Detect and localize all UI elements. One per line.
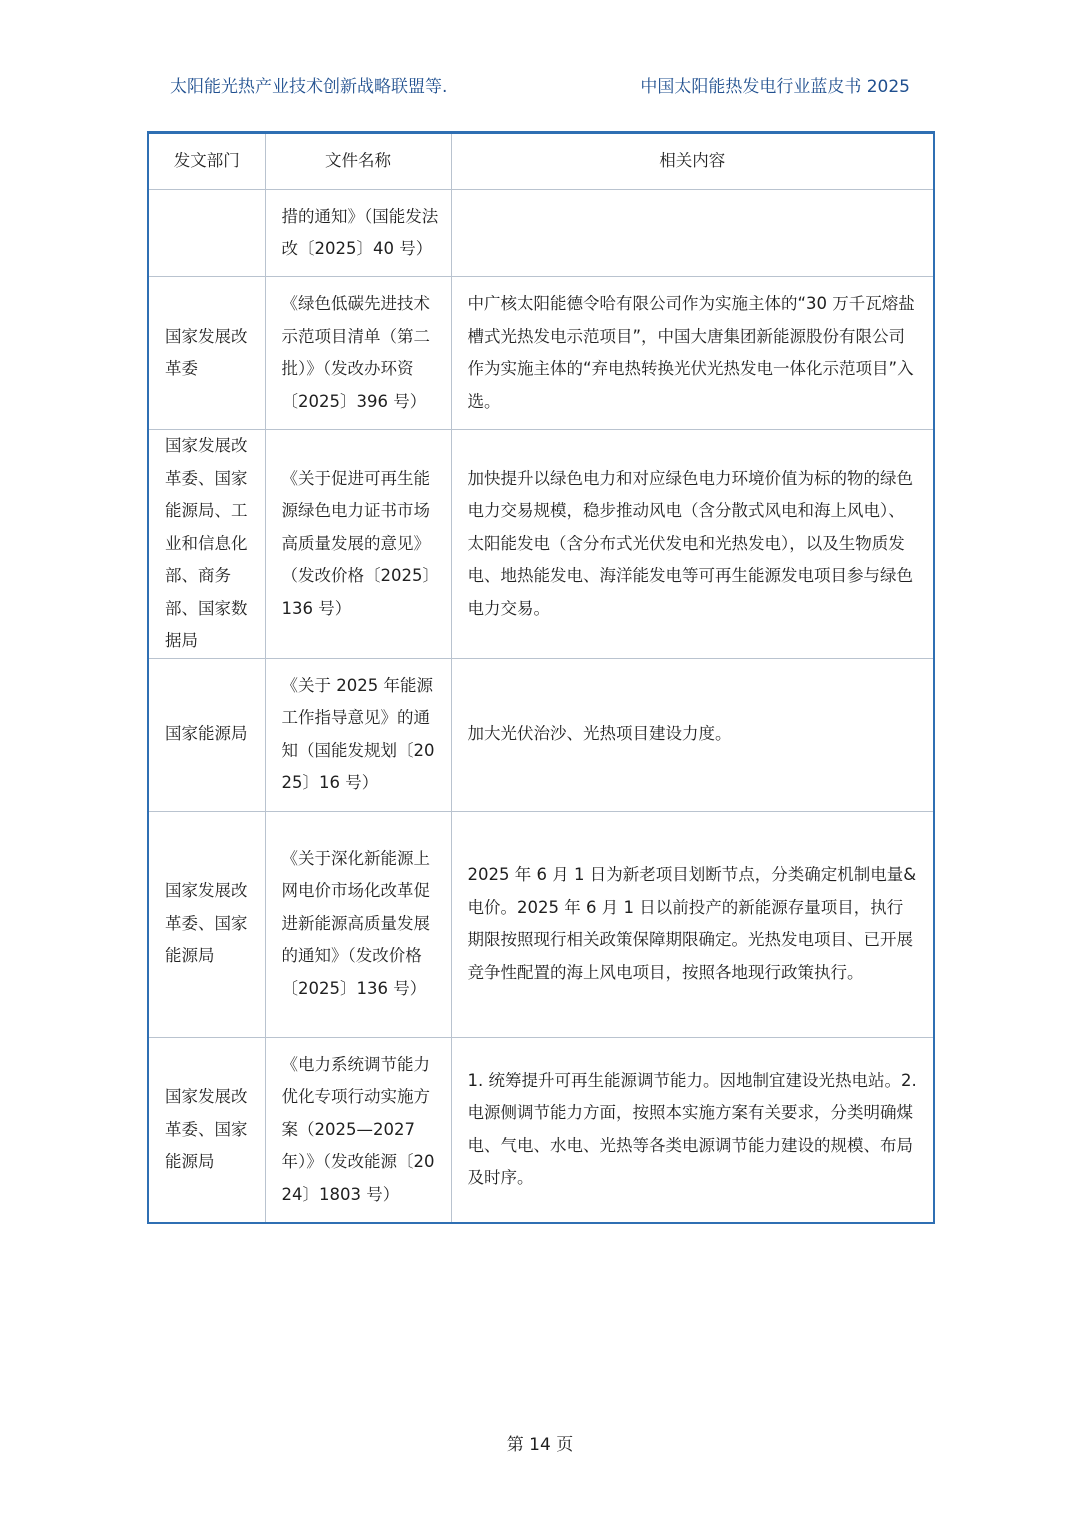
table-row	[148, 430, 934, 659]
cell-dept: 国家发展改革委、国家能源局	[148, 811, 265, 1037]
cell-dept: 国家发展改革委、国家能源局	[148, 1037, 265, 1223]
cell-name: 措的通知》（国能发法改〔2025〕40 号）	[265, 190, 451, 277]
cell-content	[451, 190, 934, 277]
table-header-row	[148, 133, 934, 190]
cell-name: 《关于促进可再生能源绿色电力证书市场高质量发展的意见》（发改价格〔2025〕136 号）	[265, 430, 451, 659]
header-right-text: 中国太阳能热发电行业蓝皮书 2025	[640, 76, 910, 97]
cell-content: 2025 年 6 月 1 日为新老项目划断节点，分类确定机制电量&电价。2025 年 6 月 1 日以前投产的新能源存量项目，执行期限按照现行相关政策保障期限确定。光热发电项目、已开展竞争性配置的海上风电项目，按照各地现行政策执行。	[451, 811, 934, 1037]
cell-content: 1. 统筹提升可再生能源调节能力。因地制宜建设光热电站。2. 电源侧调节能力方面，按照本实施方案有关要求，分类明确煤电、气电、水电、光热等各类电源调节能力建设的规模、布局及时序。	[451, 1037, 934, 1223]
column-header-content: 相关内容	[451, 133, 934, 190]
cell-dept: 国家发展改革委	[148, 277, 265, 430]
column-header-dept: 发文部门	[148, 133, 265, 190]
table-row	[148, 190, 934, 277]
cell-name: 《关于 2025 年能源工作指导意见》的通知（国能发规划〔2025〕16 号）	[265, 658, 451, 811]
cell-name: 《关于深化新能源上网电价市场化改革促进新能源高质量发展的通知》（发改价格〔2025〕136 号）	[265, 811, 451, 1037]
page-header	[170, 70, 910, 98]
cell-content: 加大光伏治沙、光热项目建设力度。	[451, 658, 934, 811]
cell-content: 中广核太阳能德令哈有限公司作为实施主体的“30 万千瓦熔盐槽式光热发电示范项目”，中国大唐集团新能源股份有限公司作为实施主体的“弃电热转换光伏光热发电一体化示范项目”入选。	[451, 277, 934, 430]
table-row	[148, 658, 934, 811]
policy-table	[147, 131, 935, 1224]
table-row	[148, 1037, 934, 1223]
cell-dept: 国家发展改革委、国家能源局、工业和信息化部、商务部、国家数据局	[148, 430, 265, 659]
cell-content: 加快提升以绿色电力和对应绿色电力环境价值为标的物的绿色电力交易规模，稳步推动风电（含分散式风电和海上风电）、太阳能发电（含分布式光伏发电和光热发电），以及生物质发电、地热能发电、海洋能发电等可再生能源发电项目参与绿色电力交易。	[451, 430, 934, 659]
table-row	[148, 277, 934, 430]
column-header-name: 文件名称	[265, 133, 451, 190]
page-number: 第 14 页	[506, 1435, 574, 1455]
table-row	[148, 811, 934, 1037]
cell-name: 《绿色低碳先进技术示范项目清单（第二批）》（发改办环资〔2025〕396 号）	[265, 277, 451, 430]
header-left-text: 太阳能光热产业技术创新战略联盟等.	[170, 76, 448, 97]
cell-name: 《电力系统调节能力优化专项行动实施方案（2025—2027 年）》（发改能源〔2024〕1803 号）	[265, 1037, 451, 1223]
cell-dept	[148, 190, 265, 277]
cell-dept: 国家能源局	[148, 658, 265, 811]
